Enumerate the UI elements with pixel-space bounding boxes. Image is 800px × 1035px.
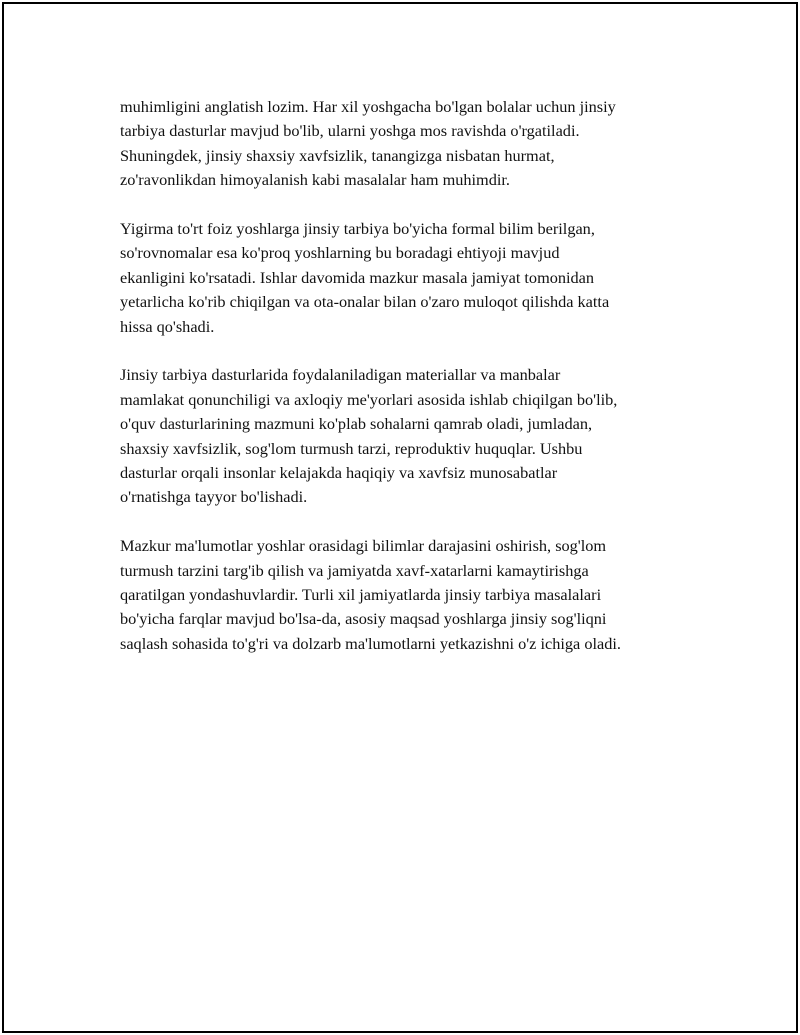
paragraph-4: Mazkur ma'lumotlar yoshlar orasidagi bilimlar darajasini oshirish, sog'lom turmush tarzini targ'ib qilish va jamiyatda xavf-xatarlarni kamaytirishga qaratilgan yondashuvlardir. Turli xil jamiyatlarda jinsiy tarbiya masalalari bo'yicha farqlar mavjud bo'lsa-da, asosiy maqsad yoshlarga jinsiy sog'liqni saqlash sohasida to'g'ri va dolzarb ma'lumotlarni yetkazishni o'z ichiga oladi. <box>120 536 621 653</box>
paragraph-1: muhimligini anglatish lozim. Har xil yoshgacha bo'lgan bolalar uchun jinsiy tarbiya dasturlar mavjud bo'lib, ularni yoshga mos ravishda o'rgatiladi. Shuningdek, jinsiy shaxsiy xavfsizlik, tanangizga nisbatan hurmat, zo'ravonlikdan himoyalanish kabi masalalar ham muhimdir. <box>120 97 616 190</box>
document-body <box>120 95 710 681</box>
document-page <box>2 2 798 1033</box>
paragraph-2: Yigirma to'rt foiz yoshlarga jinsiy tarbiya bo'yicha formal bilim berilgan, so'rovnomalar esa ko'proq yoshlarning bu boradagi ehtiyoji mavjud ekanligini ko'rsatadi. Ishlar davomida mazkur masala jamiyat tomonidan yetarlicha ko'rib chiqilgan va ota-onalar bilan o'zaro muloqot qilishda katta hissa qo'shadi. <box>120 219 610 336</box>
paragraph-3: Jinsiy tarbiya dasturlarida foydalaniladigan materiallar va manbalar mamlakat qonunchiligi va axloqiy me'yorlari asosida ishlab chiqilgan bo'lib, o'quv dasturlarining mazmuni ko'plab sohalarni qamrab oladi, jumladan, shaxsiy xavfsizlik, sog'lom turmush tarzi, reproduktiv huquqlar. Ushbu dasturlar orqali insonlar kelajakda haqiqiy va xavfsiz munosabatlar o'rnatishga tayyor bo'lishadi. <box>120 365 618 507</box>
